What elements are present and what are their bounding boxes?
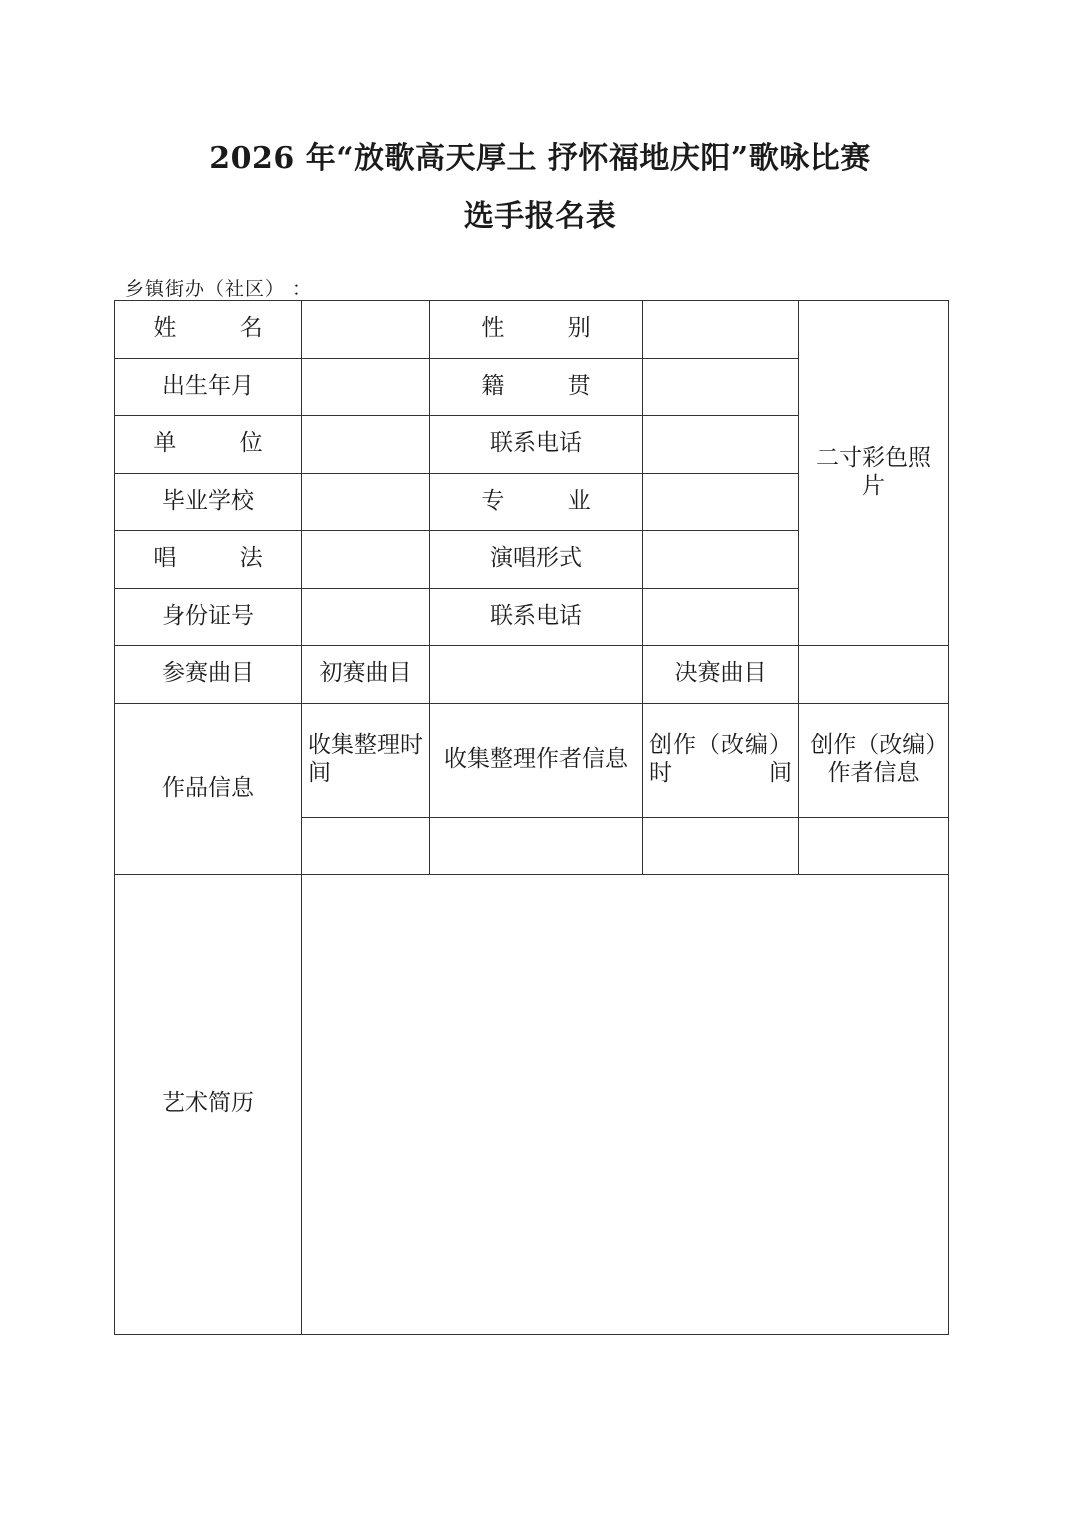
graduate-school-field[interactable]: [302, 473, 430, 531]
major-label: 专 业: [430, 473, 643, 531]
work-info-label: 作品信息: [115, 703, 302, 874]
table-row: [115, 646, 949, 704]
page-title: 2026 年“放歌高天厚土 抒怀福地庆阳”歌咏比赛: [209, 141, 871, 176]
native-place-field[interactable]: [643, 358, 799, 416]
table-row: [115, 703, 949, 817]
gender-label: 性 别: [430, 301, 643, 359]
collect-author-header: 收集整理作者信息: [430, 703, 643, 817]
performance-form-field[interactable]: [643, 531, 799, 589]
id-number-label: 身份证号: [115, 588, 302, 646]
birth-label: 出生年月: [115, 358, 302, 416]
create-author-field[interactable]: [799, 817, 949, 874]
prelim-song-label: 初赛曲目: [302, 646, 430, 704]
table-row: [115, 874, 949, 1334]
page-subtitle: 选手报名表: [463, 199, 617, 234]
create-time-field[interactable]: [643, 817, 799, 874]
singing-style-label: 唱 法: [115, 531, 302, 589]
collect-time-header: 收集整理时 间: [302, 703, 430, 817]
photo-placeholder[interactable]: 二寸彩色照片: [799, 301, 949, 646]
region-label: 乡镇街办（社区） ：: [125, 278, 313, 300]
prelim-song-field[interactable]: [430, 646, 643, 704]
phone-label: 联系电话: [430, 416, 643, 474]
birth-field[interactable]: [302, 358, 430, 416]
registration-form-table: [114, 300, 949, 1335]
id-number-field[interactable]: [302, 588, 430, 646]
native-place-label: 籍 贯: [430, 358, 643, 416]
songs-label: 参赛曲目: [115, 646, 302, 704]
gender-field[interactable]: [643, 301, 799, 359]
name-field[interactable]: [302, 301, 430, 359]
phone-field[interactable]: [643, 416, 799, 474]
singing-style-field[interactable]: [302, 531, 430, 589]
collect-time-field[interactable]: [302, 817, 430, 874]
name-label: 姓 名: [115, 301, 302, 359]
work-unit-field[interactable]: [302, 416, 430, 474]
create-author-header: 创作（改编）作者信息: [799, 703, 949, 817]
create-time-header: 创作（改编）时 间: [643, 703, 799, 817]
graduate-school-label: 毕业学校: [115, 473, 302, 531]
art-resume-label: 艺术简历: [115, 874, 302, 1334]
final-song-label: 决赛曲目: [643, 646, 799, 704]
performance-form-label: 演唱形式: [430, 531, 643, 589]
work-unit-label: 单 位: [115, 416, 302, 474]
final-song-field[interactable]: [799, 646, 949, 704]
table-row: [115, 301, 949, 359]
major-field[interactable]: [643, 473, 799, 531]
collect-author-field[interactable]: [430, 817, 643, 874]
phone-field-2[interactable]: [643, 588, 799, 646]
art-resume-field[interactable]: [302, 874, 949, 1334]
phone-label-2: 联系电话: [430, 588, 643, 646]
